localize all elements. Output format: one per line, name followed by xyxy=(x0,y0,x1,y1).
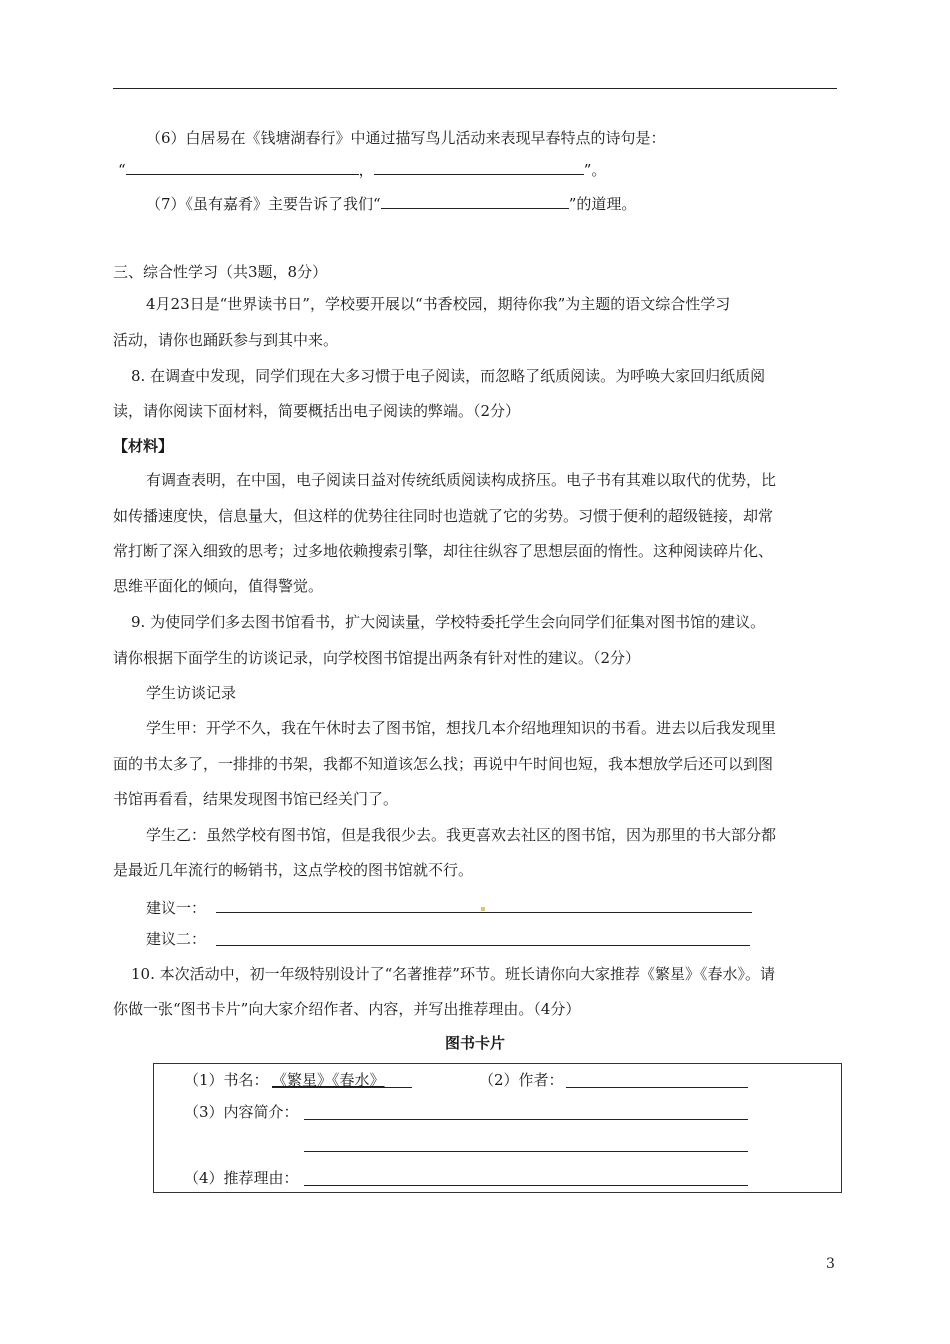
q9-line-1: 9. 为使同学们多去图书馆看书，扩大阅读量，学校特委托学生会向同学们征集对图书馆的建议。 xyxy=(131,613,766,631)
student-a-line-1: 学生甲：开学不久，我在午休时去了图书馆，想找几本介绍地理知识的书看。进去以后我发现里 xyxy=(146,719,777,737)
q6-prompt: （6）白居易在《钱塘湖春行》中通过描写鸟儿活动来表现早春特点的诗句是： xyxy=(146,129,666,147)
suggestion-2-blank[interactable] xyxy=(216,945,750,946)
summary-blank-2[interactable] xyxy=(304,1151,748,1152)
material-line-1: 有调查表明，在中国，电子阅读日益对传统纸质阅读构成挤压。电子书有其难以取代的优势，比 xyxy=(146,471,777,489)
q10-line-1: 10. 本次活动中，初一年级特别设计了“名著推荐”环节。班长请你向大家推荐《繁星》《春水》。请 xyxy=(131,965,775,983)
student-a-line-3: 书馆再看看，结果发现图书馆已经关门了。 xyxy=(113,790,399,808)
reason-blank[interactable] xyxy=(304,1185,748,1186)
q10-line-2: 你做一张“图书卡片”向大家介绍作者、内容，并写出推荐理由。（4分） xyxy=(113,1000,581,1018)
section-3-intro-1: 4月23日是“世界读书日”，学校要开展以“书香校园，期待你我”为主题的语文综合性学习 xyxy=(146,295,731,313)
q6-blank-2[interactable] xyxy=(374,160,584,175)
author-blank[interactable] xyxy=(566,1087,748,1088)
suggestion-2-label: 建议二： xyxy=(146,930,207,948)
section-3-heading: 三、综合性学习（共3题，8分） xyxy=(113,263,328,281)
suggestion-1-label: 建议一： xyxy=(146,899,207,917)
author-label: （2）作者： xyxy=(479,1071,564,1089)
q8-line-1: 8. 在调查中发现，同学们现在大多习惯于电子阅读，而忽略了纸质阅读。为呼唤大家回归纸质阅 xyxy=(131,367,766,385)
q6-answer-line: “ ， ”。 xyxy=(118,161,607,179)
material-line-3: 常打断了深入细致的思考；过多地依赖搜索引擎，却往往纵容了思想层面的惰性。这种阅读碎片化、 xyxy=(113,542,774,560)
record-title: 学生访谈记录 xyxy=(146,684,237,702)
book-name-label: （1）书名： xyxy=(184,1071,269,1089)
book-card xyxy=(153,1063,842,1193)
section-3-intro-2: 活动，请你也踊跃参与到其中来。 xyxy=(113,331,339,349)
suggestion-1-blank[interactable] xyxy=(216,912,752,913)
reason-label: （4）推荐理由： xyxy=(184,1169,299,1187)
student-b-line-1: 学生乙：虽然学校有图书馆，但是我很少去。我更喜欢去社区的图书馆，因为那里的书大部分都 xyxy=(146,826,777,844)
summary-blank-1[interactable] xyxy=(304,1119,748,1120)
book-name-underline xyxy=(272,1087,412,1088)
scan-speck xyxy=(481,907,485,911)
q8-line-2: 读，请你阅读下面材料，简要概括出电子阅读的弊端。（2分） xyxy=(113,402,521,420)
header-rule xyxy=(113,88,837,89)
student-a-line-2: 面的书太多了，一排排的书架，我都不知道该怎么找；再说中午时间也短，我本想放学后还可以到图 xyxy=(113,755,774,773)
book-name-value: 《繁星》《春水》 xyxy=(272,1071,385,1089)
q7-line: （7）《虽有嘉肴》主要告诉了我们“ ”的道理。 xyxy=(146,195,637,213)
material-label: 【材料】 xyxy=(113,437,174,455)
q9-line-2: 请你根据下面学生的访谈记录，向学校图书馆提出两条有针对性的建议。（2分） xyxy=(113,649,641,667)
material-line-2: 如传播速度快，信息量大，但这样的优势往往同时也造就了它的劣势。习惯于便利的超级链接，却常 xyxy=(113,507,774,525)
student-b-line-2: 是最近几年流行的畅销书，这点学校的图书馆就不行。 xyxy=(113,861,474,879)
card-title: 图书卡片 xyxy=(444,1034,505,1052)
material-line-4: 思维平面化的倾向，值得警觉。 xyxy=(113,577,324,595)
page-number: 3 xyxy=(826,1256,835,1272)
q7-blank[interactable] xyxy=(381,194,569,209)
summary-label: （3）内容简介： xyxy=(184,1103,299,1121)
q6-blank-1[interactable] xyxy=(126,160,359,175)
